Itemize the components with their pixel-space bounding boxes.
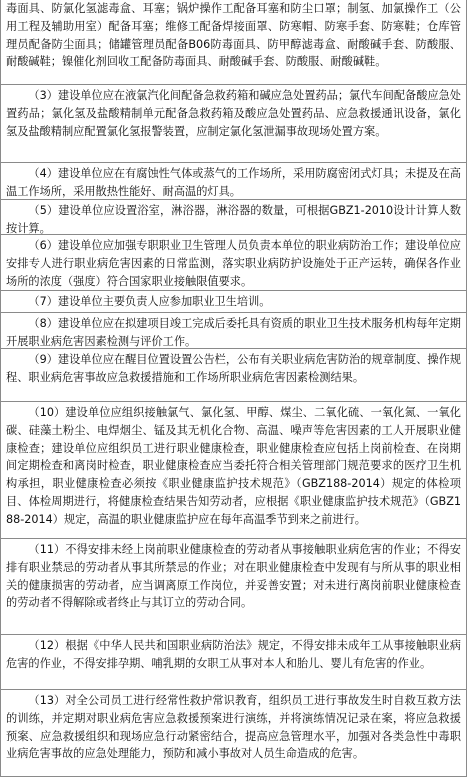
paragraph-item-4: （4）建设单位应在有腐蚀性气体或蒸气的工作场所，采用防腐密闭式灯具；未提及在高温工作场所，采用散热性能好、耐高温的灯具。 (1, 162, 466, 199)
paragraph-item-5: （5）建设单位应设置浴室，淋浴器，淋浴器的数量，可根据GBZ1-2010设计计算人数按计算。 (1, 199, 466, 234)
paragraph-item-8: （8）建设单位应在拟建项目竣工完成后委托具有资质的职业卫生技术服务机构每年定期开展职业病危害因素检测与评价工作。 (1, 312, 466, 348)
paragraph-item-12: （12）根据《中华人民共和国职业病防治法》规定，不得安排未成年工从事接触职业病危害的作业，不得安排孕期、哺乳期的女职工从事对本人和胎儿、婴儿有危害的作业。 (1, 634, 466, 689)
paragraph-item-7: （7）建设单位主要负责人应参加职业卫生培训。 (1, 290, 466, 312)
paragraph-item-9: （9）建设单位应在醒目位置设置公告栏，公布有关职业病危害防治的规章制度、操作规程、职业病危害事故应急救援措施和工作场所职业病危害因素检测结果。 (1, 348, 466, 401)
paragraph-item-6: （6）建设单位应加强专职职业卫生管理人员负责本单位的职业病防治工作；建设单位应安排专人进行职业病危害因素的日常监测，落实职业病防护设施处于正产运转，确保各作业场所的浓度（强度）符合国家职业接触限值要求。 (1, 234, 466, 290)
paragraph-item-11: （11）不得安排未经上岗前职业健康检查的劳动者从事接触职业病危害的作业；不得安排有职业禁忌的劳动者从事其所禁忌的作业；对在职业健康检查中发现有与所从事的职业相关的健康损害的劳动者，应当调离原工作岗位，并妥善安置；对未进行离岗前职业健康检查的劳动者不得解除或者终止与其订立的劳动合同。 (1, 538, 466, 634)
paragraph-item-13: （13）对全公司员工进行经常性救护常识教育，组织员工进行事故发生时自救互救方法的训练，并定期对职业病危害应急救援预案进行演练，并将演练情况记录在案，将应急救援预案、应急救援组织和现场应急行动紧密结合，提高应急管理水平，加强对各类急性中毒职业病危害事故的应急处理能力，预防和减小事故对人员生命造成的危害。 (1, 689, 466, 783)
paragraph-item-3: （3）建设单位应在液氯汽化间配备急救药箱和碱应急处置药品；氯代车间配备酸应急处置药品；氯化氢及盐酸精制单元配备急救药箱及酸应急处置药品、应急救援通讯设备，氯化氢及盐酸精制应配置氯化氢报警装置，应制定氯化氢泄漏事故现场处置方案。 (1, 84, 466, 162)
paragraph-protective-equipment-continued: 毒面具、防氯化氢滤毒盒、耳塞；锅炉操作工配备耳塞和防尘口罩；制氢、加氯操作工（公用工程及辅助用室）配备耳塞；维修工配备焊接面罩、防寒帽、防寒手套、防寒鞋；仓库管理员配备防尘面具；储罐管理员配备B06防毒面具、防甲醇滤毒盒、耐酸碱手套、防酸服、耐酸碱鞋；镍催化剂回收工配备防毒面具、耐酸碱手套、防酸服、耐酸碱鞋。 (6, 2, 461, 69)
paragraph-item-10: （10）建设单位应组织接触氯气、氯化氢、甲醇、煤尘、二氧化硫、一氧化氮、一氧化碳、硅藻土粉尘、电焊烟尘、锰及其无机化合物、高温、噪声等危害因素的工人开展职业健康检查；建设单位应组织员工进行职业健康检查，职业健康检查应包括上岗前检查、在岗期间定期检查和离岗时检查，职业健康检查应当委托符合相关管理部门规范要求的医疗卫生机构承担，职业健康检查必须按《职业健康监护技术规范》（GBZ188-2014）规定的体检项目、体检周期进行，将健康检查结果告知劳动者，应根据《职业健康监护技术规范》（GBZ188-2014）规定，高温的职业健康监护应在每年高温季节到来之前进行。 (1, 401, 466, 538)
